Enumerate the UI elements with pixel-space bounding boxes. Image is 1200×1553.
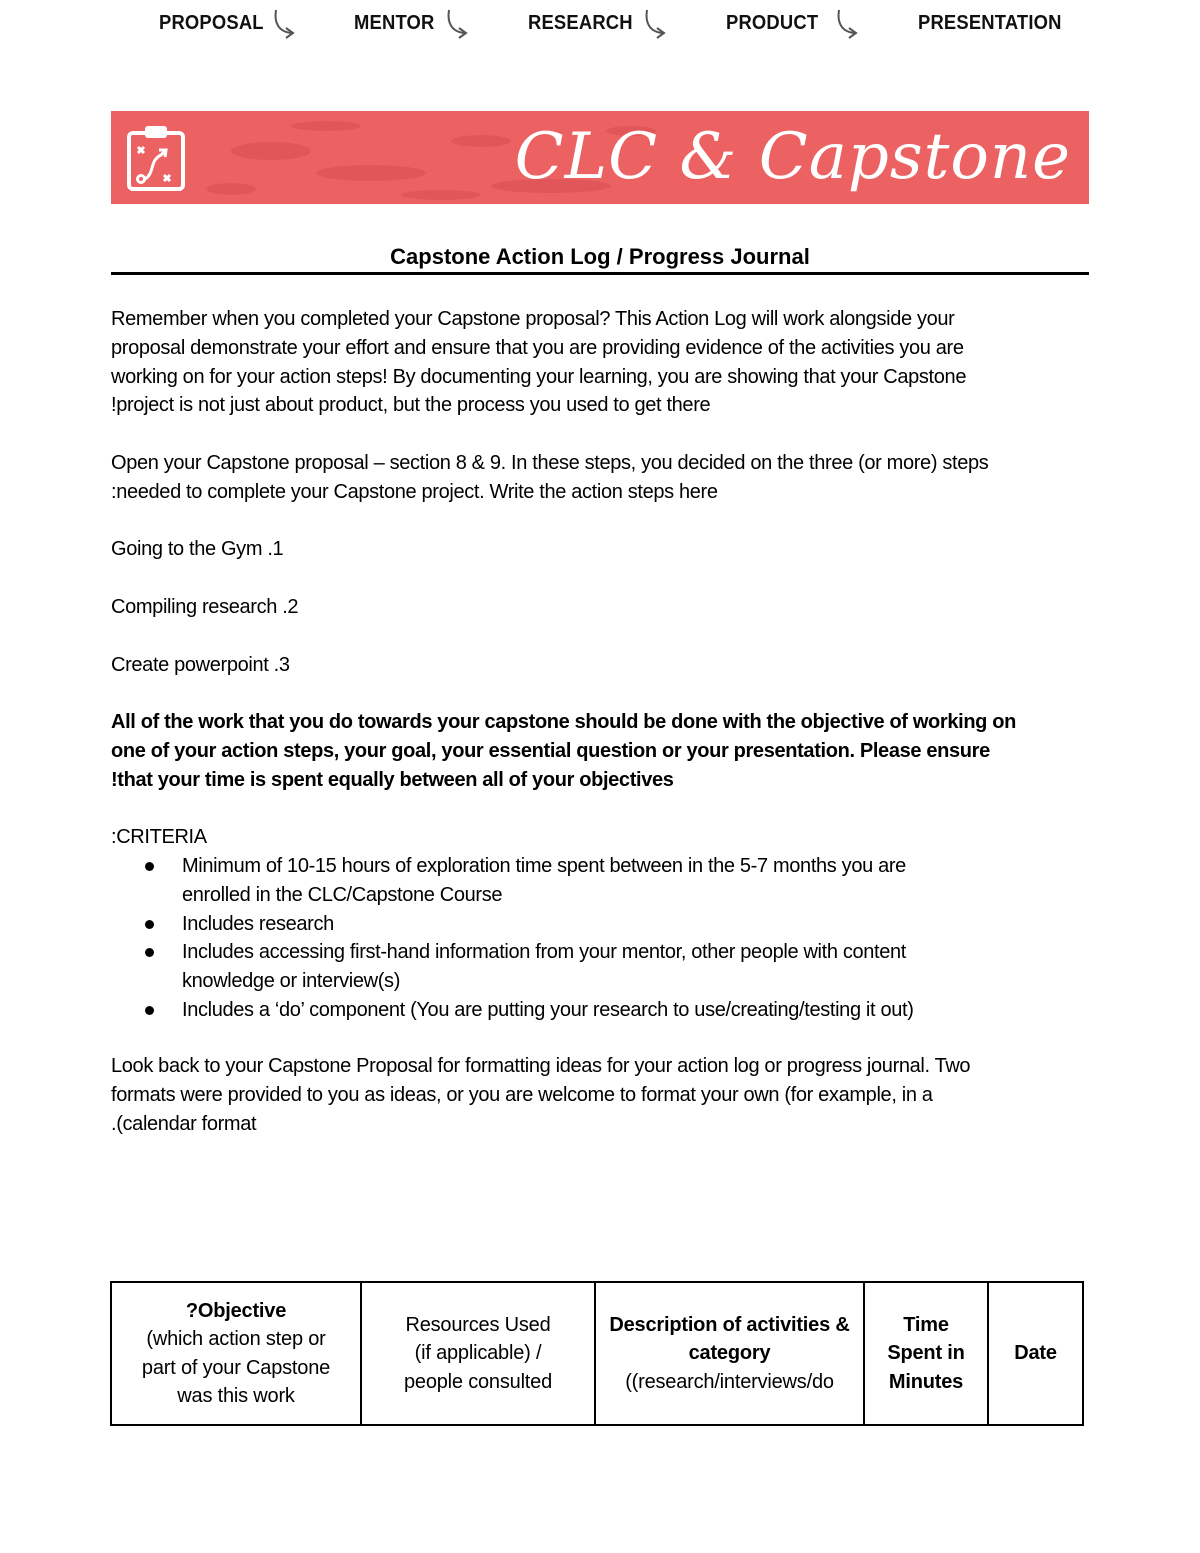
list-item: Includes research — [111, 910, 1096, 939]
clc-capstone-banner — [111, 111, 1089, 204]
curved-arrow-icon — [641, 6, 677, 42]
header-objective: ?Objective (which action step or part of your Capstone was this work — [111, 1282, 361, 1425]
curved-arrow-icon — [443, 6, 479, 42]
bullet-icon — [145, 1006, 154, 1015]
title-divider — [111, 272, 1089, 275]
clipboard-plan-icon — [125, 123, 187, 193]
curved-arrow-icon — [270, 6, 306, 42]
list-item: Minimum of 10-15 hours of exploration time spent between in the 5-7 months you are enrolled in the CLC/Capstone Course — [111, 852, 1096, 910]
step-mentor: MENTOR — [354, 12, 435, 34]
step-product: PRODUCT — [726, 12, 819, 34]
objective-note: All of the work that you do towards your capstone should be done with the objective of working on one of your action steps, your goal, your essential question or your presentation. Please ensure !that your time is spent equally between all of your objectives — [111, 711, 1016, 791]
step-research: RESEARCH — [528, 12, 633, 34]
list-item: Includes a ‘do’ component (You are putting your research to use/creating/testing it out) — [111, 996, 1096, 1025]
header-description: Description of activities & category ((research/interviews/do — [595, 1282, 864, 1425]
criteria-heading: :CRITERIA — [111, 826, 207, 848]
proposal-prompt: Open your Capstone proposal – section 8 & 9. In these steps, you decided on the three (or more) steps :needed to complete your Capstone project. Write the action steps here — [111, 452, 989, 503]
formatting-note: Look back to your Capstone Proposal for formatting ideas for your action log or progress journal. Two formats were provided to you as ideas, or you are welcome to format your own (for example, in a .(calendar format — [111, 1055, 971, 1135]
process-steps — [0, 4, 1200, 44]
header-date: Date — [988, 1282, 1083, 1425]
curved-arrow-icon — [833, 6, 869, 42]
intro-paragraph: Remember when you completed your Capstone proposal? This Action Log will work alongside your proposal demonstrate your effort and ensure that you are providing evidence of the activities you are working on for your action steps! By documenting your learning, you are showing that your Capstone !project is not just about product, but the process you used to get there — [111, 308, 967, 417]
list-item: Includes accessing first-hand information from your mentor, other people with content knowledge or interview(s) — [111, 938, 1096, 996]
criteria-list — [111, 852, 1096, 1025]
banner-title: CLC & Capstone — [514, 120, 1071, 194]
header-time-spent: Time Spent in Minutes — [864, 1282, 988, 1425]
step-proposal: PROPOSAL — [159, 12, 264, 34]
header-resources: Resources Used (if applicable) / people consulted — [361, 1282, 595, 1425]
page-title: Capstone Action Log / Progress Journal — [390, 244, 810, 269]
table-header-row — [111, 1282, 1083, 1425]
bullet-icon — [145, 862, 154, 871]
action-log-table — [110, 1281, 1084, 1426]
bullet-icon — [145, 920, 154, 929]
step-presentation: PRESENTATION — [918, 12, 1062, 34]
action-step-2: Compiling research .2 — [111, 596, 299, 618]
bullet-icon — [145, 948, 154, 957]
action-step-1: Going to the Gym .1 — [111, 538, 284, 560]
action-step-3: Create powerpoint .3 — [111, 654, 290, 676]
